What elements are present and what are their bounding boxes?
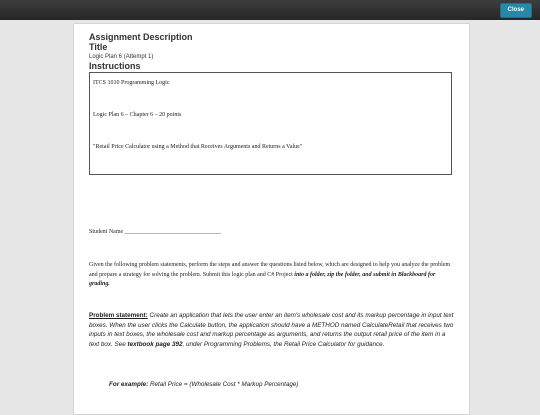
textbook-reference: textbook page 392: [127, 340, 183, 348]
top-toolbar: [0, 0, 540, 20]
example-label: For example:: [109, 381, 149, 388]
instructions-heading: Instructions: [89, 61, 141, 71]
title-heading: Title: [89, 42, 108, 52]
problem-statement: [89, 311, 454, 349]
title-value: Logic Plan 6 (Attempt 1): [89, 54, 154, 60]
project-title-line: "Retail Price Calculator using a Method that Receives Arguments and Returns a Value": [93, 144, 303, 150]
given-emphasis: into a folder, zip the folder, and submit in Blackboard for grading.: [89, 271, 436, 287]
problem-tail: , under Programming Problems, the Retail Price Calculator for guidance.: [182, 340, 385, 348]
student-name-line: Student Name ________________________________: [89, 229, 221, 235]
problem-label: Problem statement:: [89, 312, 148, 319]
course-line: ITCS 1010 Programming Logic: [93, 80, 170, 86]
example-line: [109, 381, 299, 388]
close-button[interactable]: Close: [500, 3, 532, 18]
instructions-box: [89, 72, 452, 175]
given-text: Given the following problem statements, perform the steps and answer the questions listed below, which are designed to help you analyze the problem and prepare a strategy for solving the problem. Submit this logic plan and C# Project: [89, 262, 451, 278]
plan-line: Logic Plan 6 – Chapter 6 – 20 points: [93, 112, 182, 118]
given-paragraph: [89, 261, 451, 290]
assignment-description-heading: Assignment Description: [89, 32, 193, 42]
example-text: Retail Price = (Wholesale Cost * Markup Percentage): [148, 381, 299, 388]
assignment-panel: [73, 23, 470, 415]
problem-text: Create an application that lets the user enter an item's wholesale cost and its markup percentage in input text boxes. When the user clicks the Calculate button, the application should have a METHOD named CalculateRetail that receives two inputs in text boxes, the wholesale cost and markup percentage as arguments, and returns the output retail price of the item in a text box. See: [89, 312, 454, 348]
